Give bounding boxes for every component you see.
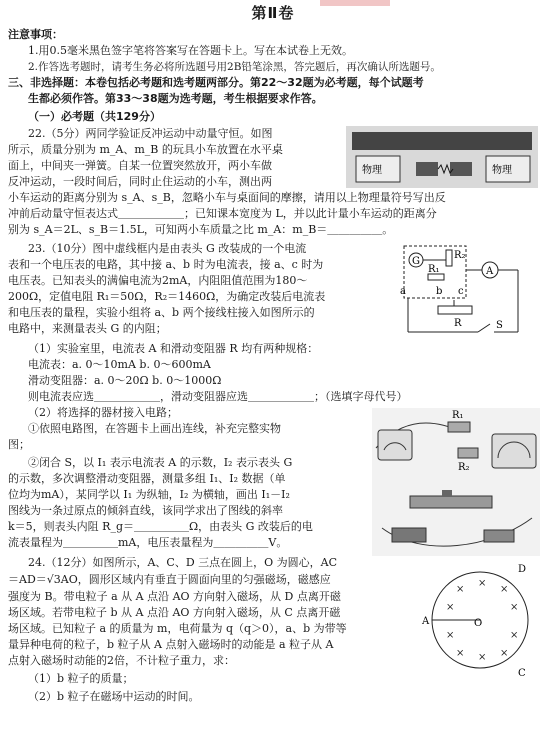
meter-g-image <box>378 430 412 460</box>
q24-line: 点射入磁场时动能的2倍，不计粒子重力，求： <box>8 654 235 667</box>
q24-line: 强度为 B。带电粒子 a 从 A 点沿 AO 方向射入磁场，从 D 点离开磁 <box>8 590 341 603</box>
q23-line: 位均为mA），某同学以 I₁ 为纵轴，I₂ 为横轴，画出 I₁－I₂ <box>8 488 290 501</box>
book-label-left: 物理 <box>362 165 382 176</box>
q23-line: （1）实验室里，电流表 A 和滑动变阻器 R 均有两种规格： <box>28 342 319 355</box>
switch-label: S <box>496 320 503 331</box>
point-d-label: D <box>518 564 527 575</box>
apparatus-figure <box>372 408 540 556</box>
point-a-label: A <box>422 616 430 627</box>
q24-line: 场区域。已知粒子 a 的质量为 m，电荷量为 q（q＞0），a、b 为带等 <box>8 622 347 635</box>
terminal-c: c <box>458 286 464 297</box>
q23-line: 电路中，来测量表头 G 的内阻； <box>8 322 167 335</box>
q23-line: ①依照电路图，在答题卡上画出连线，补充完整实物 <box>28 422 281 435</box>
q23-line: 和电压表的量程，实验小组将 a、b 两个接线柱接入如图所示的 <box>8 306 315 319</box>
cross-mark: × <box>510 630 519 641</box>
cross-mark: × <box>446 602 455 613</box>
q23-line: k＝5，则表头内阻 R_g＝＿＿＿＿＿Ω，由表头 G 改装后的电 <box>8 520 313 533</box>
point-o-label: O <box>474 618 483 629</box>
terminal-b: b <box>436 286 443 297</box>
rheostat-label: R <box>454 318 462 329</box>
q23-line: 200Ω，定值电阻 R₁＝50Ω，R₂＝1460Ω，为确定改装后电流表 <box>8 290 326 303</box>
q23-line: 表和一个电压表的电路，其中接 a、b 时为电流表，接 a、c 时为 <box>8 258 324 271</box>
galvanometer-label: G <box>412 256 420 267</box>
terminal-a: a <box>400 286 406 297</box>
battery-image <box>392 528 426 542</box>
toy-car-a <box>416 162 438 176</box>
q24-line: （2）b 粒子在磁场中运动的时间。 <box>28 690 200 703</box>
q23-line: 则电流表应选＿＿＿＿＿＿，滑动变阻器应选＿＿＿＿＿＿；（选填字母代号） <box>28 390 408 403</box>
q23-line: 23.（10分）图中虚线框内是由表头 G 改装成的一个电流 <box>28 242 307 255</box>
meter-a-image <box>492 434 536 468</box>
physical-r2-label: R₂ <box>458 462 470 473</box>
q22-line: 所示，质量分别为 m_A、m_B 的玩具小车放置在水平桌 <box>8 143 283 156</box>
cross-mark: × <box>456 648 465 659</box>
cross-mark: × <box>478 652 487 663</box>
rheostat-image <box>410 496 492 508</box>
q24-line: （1）b 粒子的质量； <box>28 672 134 685</box>
q23-line: 图线为一条过原点的倾斜直线，该同学求出了图线的斜率 <box>8 504 283 517</box>
section3-line2: 生都必须作答。第33～38题为选考题，考生根据要求作答。 <box>28 92 323 105</box>
q22-line: 别为 s_A＝2L、s_B＝1.5L，可知两小车质量之比 m_A：m_B＝＿＿＿＿＿。 <box>8 223 394 236</box>
q24-line: 量异种电荷的粒子，b 粒子从 A 点射入磁场时的动能是 a 粒子从 A <box>8 638 334 651</box>
cross-mark: × <box>478 578 487 589</box>
q23-line: 图； <box>8 438 30 451</box>
point-c-label: C <box>518 668 526 679</box>
cross-mark: × <box>510 602 519 613</box>
q23-line: ②闭合 S，以 I₁ 表示电流表 A 的示数，I₂ 表示表头 G <box>28 456 293 469</box>
q23-line: 电压表。已知表头的满偏电流为2mA，内阻阻值范围为180～ <box>8 274 308 287</box>
physical-r1-label: R₁ <box>452 410 464 421</box>
q23-line: 滑动变阻器：a. 0～20Ω b. 0～1000Ω <box>28 374 222 387</box>
ammeter-label: A <box>486 266 494 277</box>
q23-line: 电流表：a. 0～10mA b. 0～600mA <box>28 358 211 371</box>
cross-mark: × <box>500 648 509 659</box>
q23-line: 的示数，多次调整滑动变阻器，测量多组 I₁、I₂ 数据（单 <box>8 472 286 485</box>
switch-image <box>484 530 514 542</box>
q22-line: 22.（5分）两同学验证反冲运动中动量守恒。如图 <box>28 127 273 140</box>
notes-item-1: 1.用0.5毫米黑色签字笔将答案写在答题卡上。写在本试卷上无效。 <box>28 44 353 57</box>
circuit-diagram <box>398 240 538 344</box>
cross-mark: × <box>456 584 465 595</box>
q22-line: 反冲运动，一段时间后，同时止住运动的小车，测出两 <box>8 175 272 188</box>
q24-line: 24.（12分）如图所示，A、C、D 三点在圆上，O 为圆心，AC <box>28 556 338 569</box>
q22-line: 小车运动的距离分别为 s_A、s_B，忽略小车与桌面间的摩擦，请用以上物理量符号写出反 <box>8 191 446 204</box>
notes-item-2: 2.作答选考题时，请考生务必将所选题号用2B铅笔涂黑，答完题后，再次确认所选题号。 <box>28 61 441 73</box>
q24-line: 场区域。若带电粒子 b 从 A 点沿 AO 方向射入磁场，从 C 点离开磁 <box>8 606 341 619</box>
notes-heading: 注意事项： <box>8 28 63 41</box>
q22-line: 面上，中间夹一弹簧。自某一位置突然放开，两小车做 <box>8 159 272 172</box>
q23-line: （2）将选择的器材接入电路； <box>28 406 178 419</box>
r1-label: R₁ <box>428 264 440 275</box>
q22-figure <box>346 126 538 188</box>
book-label-right: 物理 <box>492 165 512 176</box>
q24-line: ＝AD＝√3AO，圆形区域内有垂直于圆面向里的匀强磁场，磁感应 <box>8 573 331 586</box>
toy-car-b <box>450 162 472 176</box>
q23-line: 流表量程为＿＿＿＿＿mA，电压表量程为＿＿＿＿＿V。 <box>8 536 288 549</box>
cross-mark: × <box>500 584 509 595</box>
section3-line1: 三、非选择题：本卷包括必考题和选考题两部分。第22～32题为必考题，每个试题考 <box>8 76 424 89</box>
q22-line: 冲前后动量守恒表达式＿＿＿＿＿＿；已知课本宽度为 L，并以此计量小车运动的距离分 <box>8 207 437 220</box>
page-title: 第Ⅱ卷 <box>251 4 295 22</box>
r2-label: R₂ <box>454 250 466 261</box>
section3-subheading: （一）必考题（共129分） <box>28 110 161 123</box>
magnetic-field-figure <box>418 556 542 680</box>
cross-mark: × <box>446 630 455 641</box>
